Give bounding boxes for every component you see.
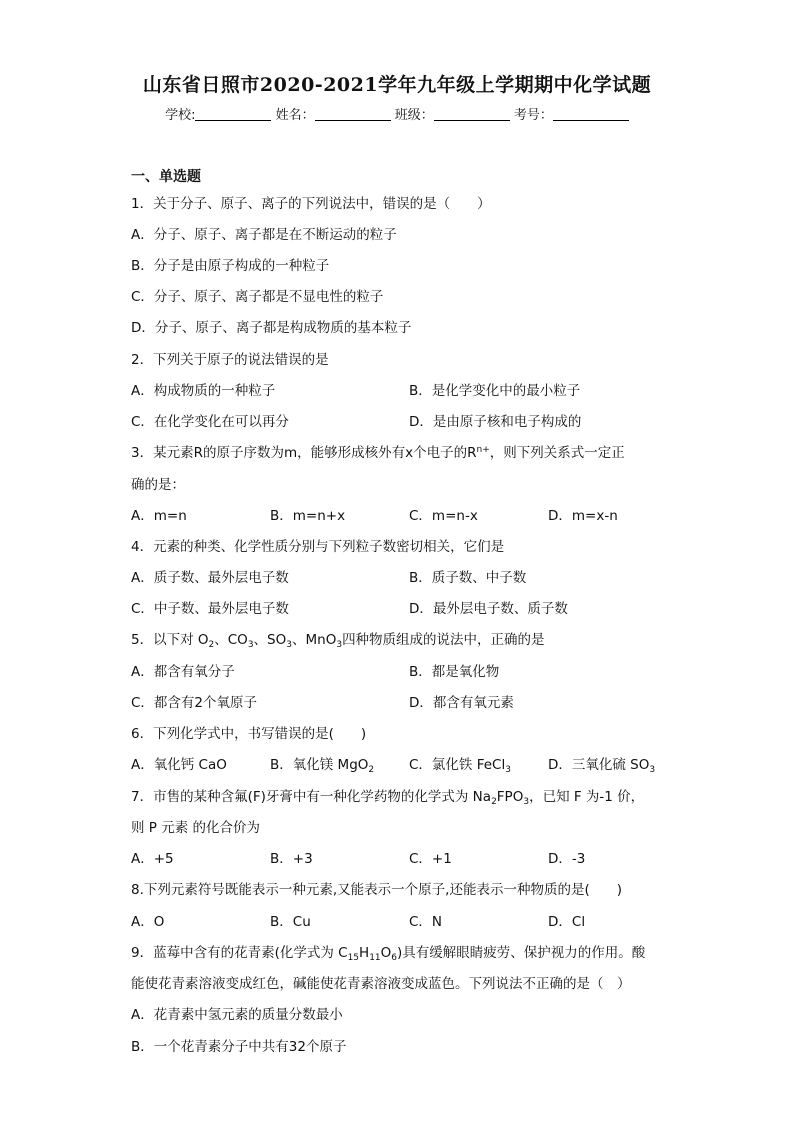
school-label: 学校:: [165, 108, 196, 123]
q1-option-c: C．分子、原子、离子都是不显电性的粒子: [131, 289, 384, 305]
q8-stem: 8.下列元素符号既能表示一种元素,又能表示一个原子,还能表示一种物质的是( ): [131, 882, 622, 898]
q8-option-b: B．Cu: [270, 914, 311, 930]
name-blank[interactable]: [315, 108, 391, 121]
number-blank[interactable]: [553, 108, 629, 121]
q5-text-4: 、MnO: [291, 632, 337, 648]
q9-text-3: O: [380, 945, 392, 961]
q5-text-2: 、CO: [214, 632, 248, 648]
q1-option-b: B．分子是由原子构成的一种粒子: [131, 258, 330, 274]
q3-option-c: C．m=n-x: [409, 508, 478, 524]
q6-option-d: [548, 753, 655, 775]
q7-option-b: B．+3: [270, 851, 313, 867]
q9-sub-2: 11: [369, 953, 381, 963]
q7-text-1: 7．市售的某种含氟(F)牙膏中有一种化学药物的化学式为 Na: [131, 789, 492, 805]
school-blank[interactable]: [195, 108, 271, 121]
q7-option-d: D．-3: [548, 851, 586, 867]
q2-option-a: A．构成物质的一种粒子: [131, 383, 276, 399]
q4-stem: 4．元素的种类、化学性质分别与下列粒子数密切相关，它们是: [131, 539, 505, 555]
q8-option-a: A．O: [131, 914, 165, 930]
q2-stem: 2．下列关于原子的说法错误的是: [131, 352, 329, 368]
q5-option-a: A．都含有氧分子: [131, 664, 235, 680]
q7-option-c: C．+1: [409, 851, 452, 867]
q9-text-4: )具有缓解眼睛疲劳、保护视力的作用。酸: [397, 945, 646, 961]
q7-stem: [131, 785, 644, 807]
q3-option-d: D．m=x-n: [548, 508, 618, 524]
q5-sub-2: 3: [247, 640, 254, 650]
q2-option-c: C．在化学变化在可以再分: [131, 414, 289, 430]
q6-option-c: [409, 753, 511, 775]
q5-sub-1: 2: [208, 640, 215, 650]
q7-option-a: A．+5: [131, 851, 174, 867]
section-title: 一、单选题: [131, 169, 201, 185]
q3-charge: n+: [476, 445, 490, 455]
q7-text-2: FPO: [496, 789, 524, 805]
q9-sub-1: 15: [347, 953, 360, 963]
name-label: 姓名：: [275, 108, 315, 123]
q5-sub-3: 3: [286, 640, 292, 650]
q7-stem-cont: 则 P 元素 的化合价为: [131, 820, 261, 836]
q9-option-a: A．花青素中氢元素的质量分数最小: [131, 1007, 343, 1023]
q4-option-b: B．质子数、中子数: [409, 570, 527, 586]
q7-sub-2: 3: [523, 797, 530, 807]
q4-option-a: A．质子数、最外层电子数: [131, 570, 289, 586]
q5-option-b: B．都是氧化物: [409, 664, 500, 680]
q9-text-2: H: [359, 945, 370, 961]
q6-option-c-text: C．氯化铁 FeCl: [409, 757, 506, 773]
q6-stem: 6．下列化学式中，书写错误的是( ): [131, 726, 367, 742]
q5-text-3: 、SO: [253, 632, 287, 648]
q4-option-d: D．最外层电子数、质子数: [409, 601, 568, 617]
q6-option-b-sub: 2: [368, 765, 375, 775]
q9-stem: [131, 941, 645, 963]
q3-option-b: B．m=n+x: [270, 508, 346, 524]
q6-option-b-text: B．氧化镁 MgO: [270, 757, 369, 773]
q8-option-c: C．N: [409, 914, 443, 930]
q2-option-d: D．是由原子核和电子构成的: [409, 414, 582, 430]
q5-text-1: 5．以下对 O: [131, 632, 209, 648]
q3-stem-text: 3．某元素R的原子序数为m，能够形成核外有x个电子的R: [131, 445, 477, 461]
q9-sub-3: 6: [391, 953, 398, 963]
q6-option-d-text: D．三氧化硫 SO: [548, 757, 650, 773]
class-blank[interactable]: [434, 108, 510, 121]
q9-option-b: B．一个花青素分子中共有32个原子: [131, 1039, 347, 1055]
q5-option-c: C．都含有2个氧原子: [131, 695, 258, 711]
q3-stem-text-end: ，则下列关系式一定正: [489, 445, 625, 461]
q3-option-a: A．m=n: [131, 508, 187, 524]
q4-option-c: C．中子数、最外层电子数: [131, 601, 289, 617]
q7-sub-1: 2: [491, 797, 497, 807]
student-info-line: [0, 104, 794, 123]
q6-option-b: [270, 753, 374, 775]
q5-option-d: D．都含有氧元素: [409, 695, 514, 711]
q1-stem: 1．关于分子、原子、离子的下列说法中，错误的是（ ）: [131, 196, 491, 212]
q1-option-d: D．分子、原子、离子都是构成物质的基本粒子: [131, 320, 412, 336]
number-label: 考号：: [513, 108, 553, 123]
q6-option-d-sub: 3: [649, 765, 656, 775]
q5-stem: [131, 628, 545, 650]
q5-text-5: 四种物质组成的说法中，正确的是: [342, 632, 545, 648]
q8-option-d: D．Cl: [548, 914, 586, 930]
q1-option-a: A．分子、原子、离子都是在不断运动的粒子: [131, 227, 397, 243]
q7-text-3: ，已知 F 为-1 价，: [529, 789, 645, 805]
q3-stem-cont: 确的是：: [131, 477, 185, 493]
page-title: 山东省日照市2020-2021学年九年级上学期期中化学试题: [142, 74, 652, 96]
q6-option-c-sub: 3: [505, 765, 511, 775]
q6-option-a: A．氧化钙 CaO: [131, 757, 227, 773]
q2-option-b: B．是化学变化中的最小粒子: [409, 383, 581, 399]
q5-sub-4: 3: [336, 640, 343, 650]
q3-stem: [131, 441, 625, 461]
class-label: 班级：: [394, 108, 434, 123]
q9-stem-cont: 能使花青素溶液变成红色，碱能使花青素溶液变成蓝色。下列说法不正确的是（ ）: [131, 976, 631, 992]
q9-text-1: 9．蓝莓中含有的花青素(化学式为 C: [131, 945, 348, 961]
